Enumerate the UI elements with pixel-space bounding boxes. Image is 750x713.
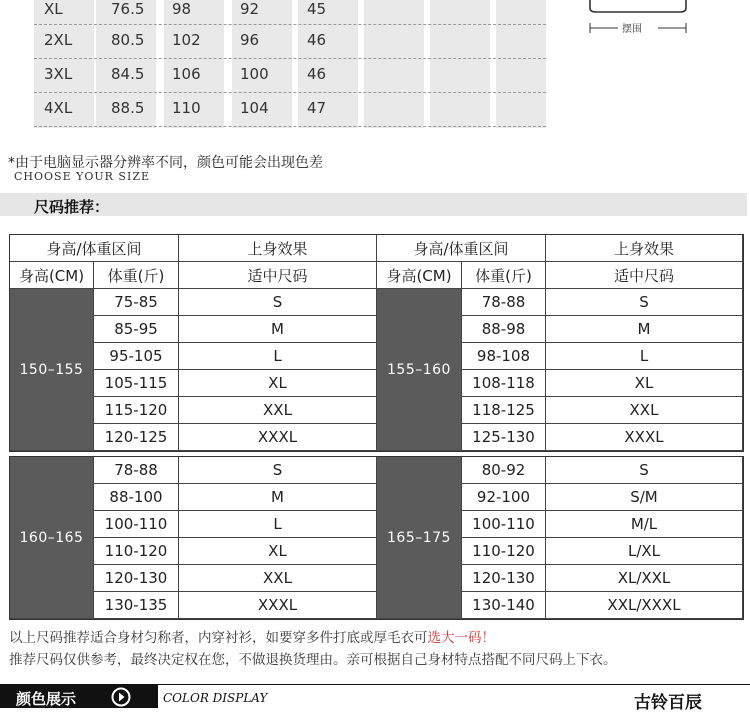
header-size: 适中尺码 bbox=[546, 262, 743, 289]
weight-cell: 110-120 bbox=[462, 538, 546, 565]
weight-cell: 120-130 bbox=[462, 565, 546, 592]
size-chart-cell: 104 bbox=[240, 99, 269, 117]
size-cell: L bbox=[546, 343, 743, 370]
size-chart-cell: 3XL bbox=[44, 65, 73, 83]
weight-cell: 115-120 bbox=[94, 397, 179, 424]
size-cell: S bbox=[179, 457, 377, 484]
weight-cell: 85-95 bbox=[94, 316, 179, 343]
color-display-en-label: COLOR DISPLAY bbox=[163, 691, 268, 705]
size-chart-cell: 84.5 bbox=[111, 65, 145, 83]
weight-cell: 108-118 bbox=[462, 370, 546, 397]
size-chart-cell: 2XL bbox=[44, 31, 73, 49]
size-recommend-title: 尺码推荐： bbox=[34, 198, 110, 216]
size-cell: XXL bbox=[179, 565, 377, 592]
header-range-group: 身高/体重区间 bbox=[377, 235, 546, 262]
size-cell: L/XL bbox=[546, 538, 743, 565]
size-cell: S bbox=[546, 289, 743, 316]
size-cell: M bbox=[179, 316, 377, 343]
footer-note-1 bbox=[9, 626, 495, 646]
size-chart-row-divider bbox=[34, 58, 546, 59]
color-display-cn-label: 颜色展示 bbox=[16, 690, 77, 708]
weight-cell: 78-88 bbox=[94, 457, 179, 484]
size-cell: M bbox=[179, 484, 377, 511]
size-chart-cell: 76.5 bbox=[111, 0, 145, 18]
weight-cell: 88-100 bbox=[94, 484, 179, 511]
bar-rule bbox=[158, 684, 750, 685]
weight-cell: 105-115 bbox=[94, 370, 179, 397]
footer-note-2: 推荐尺码仅供参考，最终决定权在您，不做退换货理由。亲可根据自己身材特点搭配不同尺码上下衣。 bbox=[9, 652, 617, 668]
weight-cell: 92-100 bbox=[462, 484, 546, 511]
size-cell: XL bbox=[546, 370, 743, 397]
size-chart-cell: 100 bbox=[240, 65, 269, 83]
footer-note-1-main: 以上尺码推荐适合身材匀称者，内穿衬衫，如要穿多件打底或厚毛衣可 bbox=[9, 630, 428, 646]
size-cell: XXXL bbox=[546, 424, 743, 451]
weight-cell: 100-110 bbox=[94, 511, 179, 538]
height-range-cell: 150–155 bbox=[10, 289, 94, 451]
size-chart-cell: 98 bbox=[172, 0, 192, 18]
size-chart-cell: 102 bbox=[172, 31, 201, 49]
weight-cell: 80-92 bbox=[462, 457, 546, 484]
header-effect-group: 上身效果 bbox=[179, 235, 377, 262]
size-cell: XXXL bbox=[179, 424, 377, 451]
hem-label: 摆围 bbox=[622, 24, 642, 35]
size-chart-cell: XL bbox=[44, 0, 63, 18]
height-range-cell: 165–175 bbox=[377, 457, 462, 619]
size-chart-cell: 46 bbox=[307, 31, 327, 49]
header-height: 身高(CM) bbox=[377, 262, 462, 289]
size-cell: XXL bbox=[546, 397, 743, 424]
weight-cell: 118-125 bbox=[462, 397, 546, 424]
weight-cell: 125-130 bbox=[462, 424, 546, 451]
weight-cell: 120-125 bbox=[94, 424, 179, 451]
size-chart-row-divider bbox=[34, 92, 546, 93]
size-chart-row-divider bbox=[34, 24, 546, 25]
weight-cell: 130-140 bbox=[462, 592, 546, 619]
size-chart-cell: 45 bbox=[307, 0, 327, 18]
color-note: *由于电脑显示器分辨率不同，颜色可能会出现色差 bbox=[8, 155, 323, 171]
weight-cell: 95-105 bbox=[94, 343, 179, 370]
size-chart-cell: 106 bbox=[172, 65, 201, 83]
weight-cell: 75-85 bbox=[94, 289, 179, 316]
color-display-bar bbox=[0, 684, 750, 713]
size-cell: S bbox=[179, 289, 377, 316]
size-cell: S/M bbox=[546, 484, 743, 511]
size-chart-cell: 110 bbox=[172, 99, 201, 117]
height-range-cell: 160–165 bbox=[10, 457, 94, 619]
height-range-cell: 155–160 bbox=[377, 289, 462, 451]
size-chart-cell: 4XL bbox=[44, 99, 73, 117]
weight-cell: 130-135 bbox=[94, 592, 179, 619]
size-chart-cell: 47 bbox=[307, 99, 327, 117]
header-weight: 体重(斤) bbox=[462, 262, 546, 289]
size-cell: XXL/XXXL bbox=[546, 592, 743, 619]
size-chart-cell: 96 bbox=[240, 31, 260, 49]
size-chart-cell: 46 bbox=[307, 65, 327, 83]
size-cell: XL/XXL bbox=[546, 565, 743, 592]
weight-cell: 110-120 bbox=[94, 538, 179, 565]
size-cell: M bbox=[546, 316, 743, 343]
weight-cell: 100-110 bbox=[462, 511, 546, 538]
footer-note-1-highlight: 选大一码！ bbox=[427, 630, 495, 646]
header-effect-group: 上身效果 bbox=[546, 235, 743, 262]
size-cell: XXL bbox=[179, 397, 377, 424]
play-arrow-icon bbox=[111, 687, 131, 711]
size-cell: L bbox=[179, 343, 377, 370]
size-cell: XL bbox=[179, 370, 377, 397]
size-chart-cell: 88.5 bbox=[111, 99, 145, 117]
header-weight: 体重(斤) bbox=[94, 262, 179, 289]
weight-cell: 78-88 bbox=[462, 289, 546, 316]
size-chart-cell: 80.5 bbox=[111, 31, 145, 49]
header-size: 适中尺码 bbox=[179, 262, 377, 289]
size-cell: XXXL bbox=[179, 592, 377, 619]
size-chart-row-divider bbox=[34, 126, 546, 127]
weight-cell: 88-98 bbox=[462, 316, 546, 343]
size-cell: S bbox=[546, 457, 743, 484]
brand-text: 古铃百辰 bbox=[634, 693, 702, 713]
size-chart-cell: 92 bbox=[240, 0, 260, 18]
size-cell: XL bbox=[179, 538, 377, 565]
weight-cell: 98-108 bbox=[462, 343, 546, 370]
choose-size-caption: CHOOSE YOUR SIZE bbox=[14, 170, 150, 183]
header-height: 身高(CM) bbox=[10, 262, 94, 289]
size-cell: L bbox=[179, 511, 377, 538]
header-range-group: 身高/体重区间 bbox=[10, 235, 179, 262]
size-cell: M/L bbox=[546, 511, 743, 538]
weight-cell: 120-130 bbox=[94, 565, 179, 592]
